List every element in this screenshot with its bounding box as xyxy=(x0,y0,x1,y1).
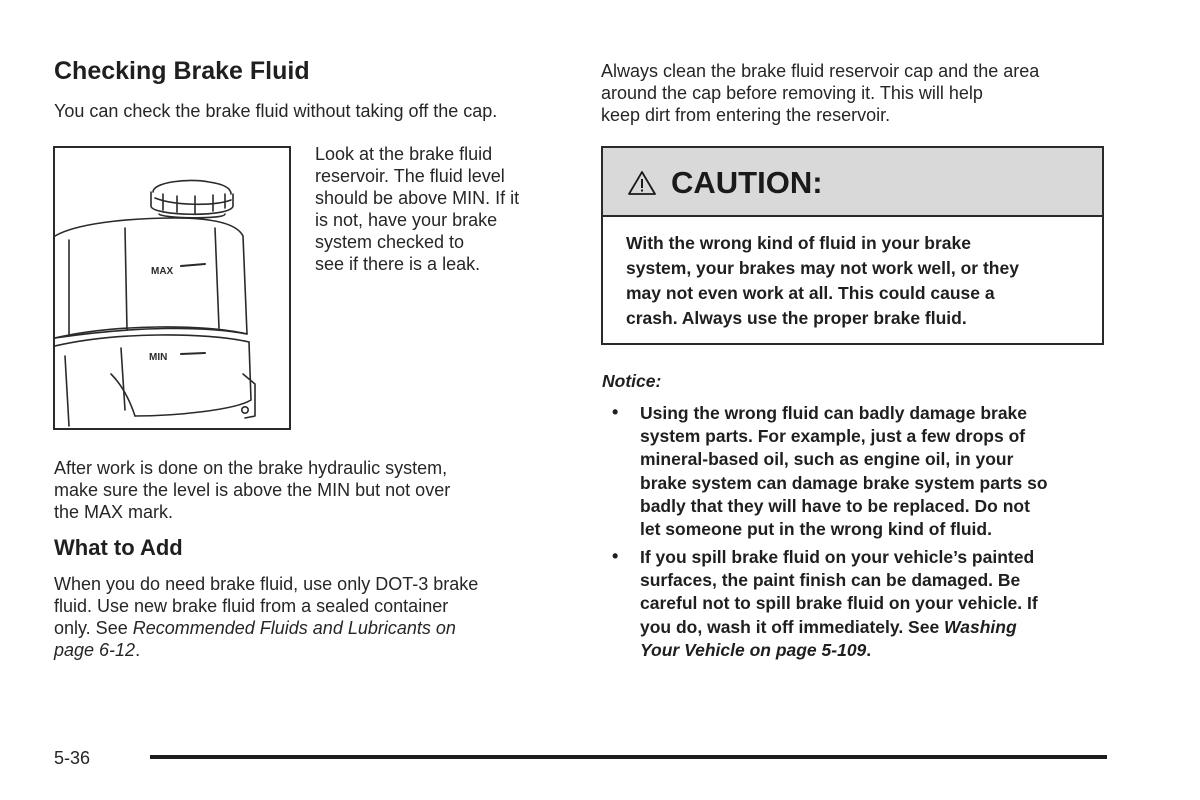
figure-caption-line: reservoir. The fluid level xyxy=(315,166,505,186)
min-mark-label: MIN xyxy=(149,352,168,363)
washing-reference[interactable]: Washing xyxy=(944,616,1017,637)
notice-line: mineral-based oil, such as engine oil, in your xyxy=(640,449,1014,470)
caution-line: crash. Always use the proper brake fluid. xyxy=(626,308,967,328)
notice-line: surfaces, the paint finish can be damaged. Be xyxy=(640,570,1021,591)
bullet-point: • xyxy=(612,546,619,566)
brake-fluid-reservoir-illustration xyxy=(53,146,291,430)
what-to-add-paragraph xyxy=(54,573,478,661)
what-to-add-line xyxy=(54,639,478,661)
what-to-add-line xyxy=(54,617,478,639)
clean-cap-line: Always clean the brake fluid reservoir cap and the area xyxy=(601,61,1040,81)
after-work-line: the MAX mark. xyxy=(54,502,174,522)
notice-line: brake system can damage brake system parts so xyxy=(640,472,1048,493)
page-number: 5-36 xyxy=(54,748,91,768)
page-reference[interactable]: Your Vehicle on page 5-109 xyxy=(640,639,867,660)
notice-line xyxy=(640,639,1038,662)
figure-caption-line: see if there is a leak. xyxy=(315,254,481,274)
after-work-paragraph xyxy=(54,457,450,523)
notice-bullet-wrong-fluid xyxy=(640,402,1048,541)
section-heading-checking-brake-fluid: Checking Brake Fluid xyxy=(54,57,310,85)
text-run: . xyxy=(866,639,872,660)
what-to-add-line: When you do need brake fluid, use only DOT-3 brake xyxy=(54,574,479,594)
notice-line: Using the wrong fluid can badly damage brake xyxy=(640,403,1028,423)
warning-triangle-icon xyxy=(627,170,657,196)
caution-message xyxy=(626,231,1019,331)
figure-caption-line: Look at the brake fluid xyxy=(315,144,493,164)
footer-rule xyxy=(150,755,1107,759)
bullet-point: • xyxy=(612,402,619,422)
caution-header xyxy=(603,148,1102,217)
notice-line: If you spill brake fluid on your vehicle’s painted xyxy=(640,547,1035,567)
figure-caption-text xyxy=(315,143,519,275)
after-work-line: After work is done on the brake hydraulic system, xyxy=(54,458,448,478)
page-reference[interactable]: page 6-12 xyxy=(54,640,136,660)
clean-cap-paragraph xyxy=(601,60,1039,126)
text-run: . xyxy=(135,640,141,660)
notice-bullet-spill xyxy=(640,546,1038,662)
clean-cap-line: keep dirt from entering the reservoir. xyxy=(601,105,891,125)
subheading-what-to-add: What to Add xyxy=(54,535,183,560)
text-run: you do, wash it off immediately. See xyxy=(640,616,945,637)
caution-title: CAUTION: xyxy=(671,165,823,200)
caution-line: system, your brakes may not work well, or they xyxy=(626,258,1019,278)
caution-box xyxy=(601,146,1104,345)
after-work-line: make sure the level is above the MIN but not over xyxy=(54,480,451,500)
text-run: only. See xyxy=(54,618,133,638)
max-mark-label: MAX xyxy=(151,266,174,277)
notice-label: Notice: xyxy=(602,371,662,391)
notice-line: careful not to spill brake fluid on your vehicle. If xyxy=(640,593,1038,614)
caution-line: With the wrong kind of fluid in your brake xyxy=(626,233,971,253)
notice-line: badly that they will have to be replaced. Do not xyxy=(640,495,1030,516)
intro-paragraph: You can check the brake fluid without taking off the cap. xyxy=(54,101,498,121)
caution-line: may not even work at all. This could cause a xyxy=(626,283,995,303)
notice-line: let someone put in the wrong kind of fluid. xyxy=(640,519,992,540)
figure-caption-line: should be above MIN. If it xyxy=(315,188,520,208)
figure-caption-line: system checked to xyxy=(315,232,465,252)
clean-cap-line: around the cap before removing it. This will help xyxy=(601,83,983,103)
what-to-add-line: fluid. Use new brake fluid from a sealed container xyxy=(54,596,449,616)
figure-caption-line: is not, have your brake xyxy=(315,210,498,230)
notice-line xyxy=(640,616,1038,639)
fluids-lubricants-reference[interactable]: Recommended Fluids and Lubricants on xyxy=(132,618,456,638)
notice-line: system parts. For example, just a few drops of xyxy=(640,426,1026,447)
